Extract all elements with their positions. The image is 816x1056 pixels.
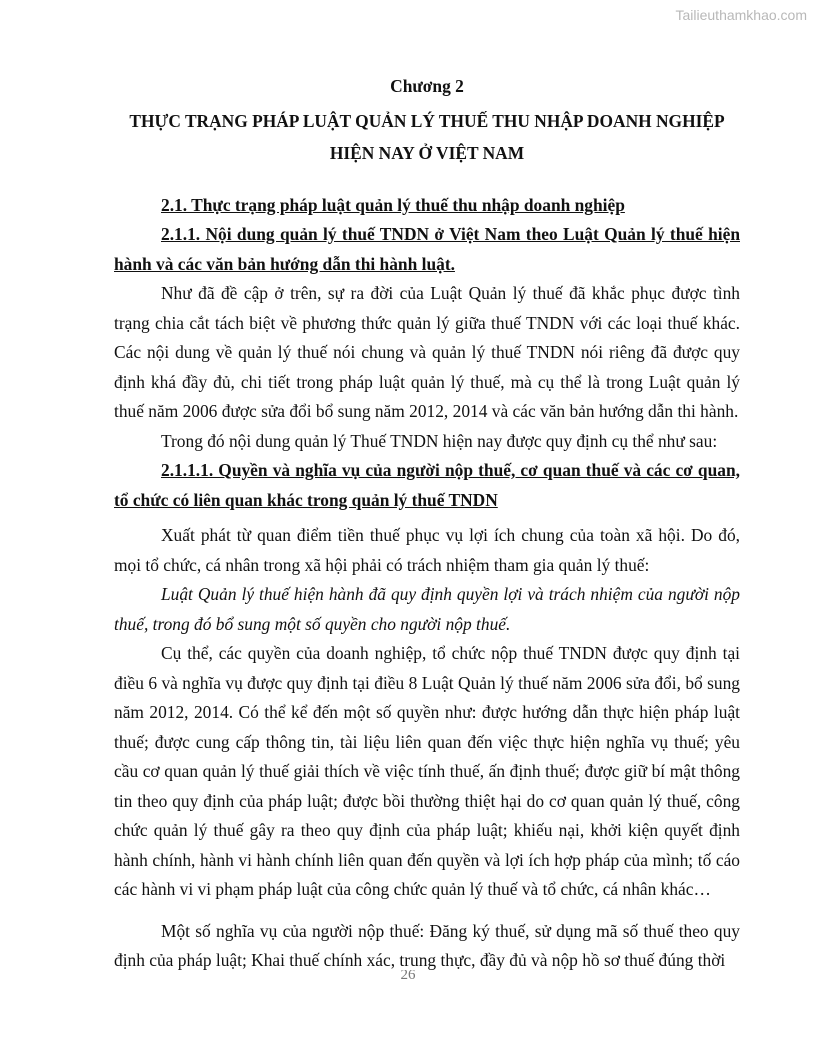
page-number: 26 bbox=[400, 970, 416, 980]
chapter-title-line-1: THỰC TRẠNG PHÁP LUẬT QUẢN LÝ THUẾ THU NHẬP DOANH NGHIỆP bbox=[129, 110, 725, 131]
paragraph-2: Trong đó nội dung quản lý Thuế TNDN hiện nay được quy định cụ thể như sau: bbox=[161, 430, 718, 451]
document-page bbox=[114, 72, 740, 976]
paragraph-4-italic: Luật Quản lý thuế hiện hành đã quy định quyền lợi và trách nhiệm của người nộp thuế, trong đó bổ sung một số quyền cho người nộp thuế. bbox=[114, 584, 740, 634]
section-2-1-1-heading: 2.1.1. Nội dung quản lý thuế TNDN ở Việt Nam theo Luật Quản lý thuế hiện hành và các văn bản hướng dẫn thi hành luật. bbox=[114, 224, 740, 274]
watermark: Tailieuthamkhao.com bbox=[675, 7, 807, 23]
chapter-title-line-2: HIỆN NAY Ở VIỆT NAM bbox=[329, 143, 525, 163]
paragraph-5: Cụ thể, các quyền của doanh nghiệp, tổ chức nộp thuế TNDN được quy định tại điều 6 và nghĩa vụ được quy định tại điều 8 Luật Quản lý thuế năm 2006 sửa đổi, bổ sung năm 2012, 2014. Có thể kể đến một số quyền như: được hướng dẫn thực hiện pháp luật thuế; được cung cấp thông tin, tài liệu liên quan đến việc thực hiện nghĩa vụ thuế; yêu cầu cơ quan quản lý thuế giải thích về việc tính thuế, ấn định thuế; được giữ bí mật thông tin theo quy định của pháp luật; được bồi thường thiệt hại do cơ quan quản lý thuế, công chức quản lý thuế gây ra theo quy định của pháp luật; khiếu nại, khởi kiện quyết định hành chính, hành vi hành chính liên quan đến quyền và lợi ích hợp pháp của mình; tố cáo các hành vi vi phạm pháp luật của công chức quản lý thuế và tổ chức, cá nhân khác… bbox=[114, 643, 740, 899]
section-2-1-1-1-heading: 2.1.1.1. Quyền và nghĩa vụ của người nộp thuế, cơ quan thuế và các cơ quan, tổ chức có liên quan khác trong quản lý thuế TNDN bbox=[114, 460, 740, 510]
paragraph-6: Một số nghĩa vụ của người nộp thuế: Đăng ký thuế, sử dụng mã số thuế theo quy định của pháp luật; Khai thuế chính xác, trung thực, đầy đủ và nộp hồ sơ thuế đúng thời bbox=[114, 920, 740, 970]
section-2-1-heading: 2.1. Thực trạng pháp luật quản lý thuế thu nhập doanh nghiệp bbox=[161, 194, 625, 215]
paragraph-3: Xuất phát từ quan điểm tiền thuế phục vụ lợi ích chung của toàn xã hội. Do đó, mọi tổ chức, cá nhân trong xã hội phải có trách nhiệm tham gia quản lý thuế: bbox=[114, 525, 740, 575]
chapter-heading: Chương 2 bbox=[390, 76, 464, 96]
paragraph-1: Như đã đề cập ở trên, sự ra đời của Luật Quản lý thuế đã khắc phục được tình trạng chia cắt tách biệt về phương thức quản lý giữa thuế TNDN với các loại thuế khác. Các nội dung về quản lý thuế nói chung và quản lý thuế TNDN nói riêng đã được quy định khá đầy đủ, chi tiết trong pháp luật quản lý thuế, mà cụ thể là trong Luật quản lý thuế năm 2006 được sửa đổi bổ sung năm 2012, 2014 và các văn bản hướng dẫn thi hành. bbox=[114, 283, 740, 421]
